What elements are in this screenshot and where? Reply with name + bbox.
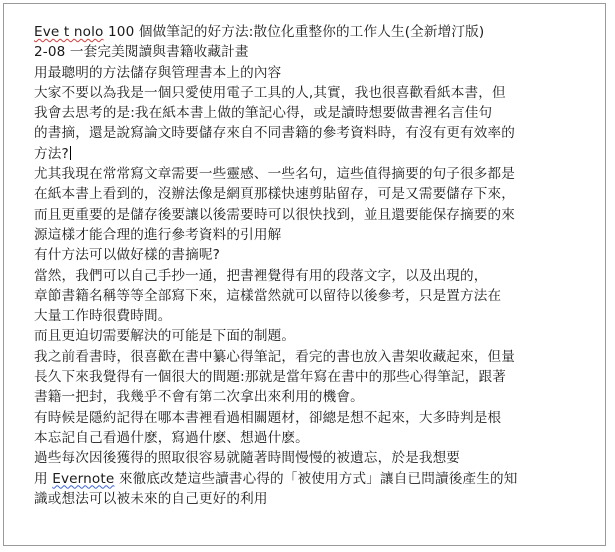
spell-error-word: Evernote [52, 470, 115, 487]
text-cursor [70, 146, 71, 160]
text-line: 當然，我們可以自己手抄一通，把書裡覺得有用的段落文字，以及出現的， [34, 267, 488, 284]
text-line: 識或想法可以被未來的自己更好的利用 [34, 490, 268, 507]
text-line: 書籍一把封，我幾乎不會有第二次拿出來利用的機會。 [34, 389, 364, 406]
text-line: 方法? [34, 145, 69, 162]
text-line: 章節書籍名稱等等全部寫下來，這樣當然就可以留待以後參考，只是置方法在 [34, 287, 502, 304]
document-frame [3, 3, 606, 546]
text-line: 過些每次因後獲得的照取很容易就隨著時間慢慢的被遺忘，於是我想要 [34, 450, 461, 467]
text-line: 本忘記自己看過什麽，寫過什麽、想過什麽。 [34, 429, 309, 446]
text-line: 用 Evernote 來徹底改楚這些讀書心得的「被使用方式」讓自已問讀後產生的知 [34, 470, 518, 487]
text-line: 用最聰明的方法儲存與管理書本上的內容 [34, 64, 282, 81]
text-line: 源這樣才能合理的進行參考資料的引用解 [34, 226, 282, 243]
text-line: 2-08 一套完美閱讀與書籍收藏計畫 [34, 44, 249, 61]
text-line: 有時候是隱約記得在哪本書裡看過相關題材，卻總是想不起來，大多時判是根 [34, 409, 502, 426]
text-line: 而且更迫切需要解決的可能是下面的制題。 [34, 328, 296, 345]
document-text[interactable] [34, 22, 602, 509]
text-line: 在紙本書上看到的，沒辦法像是網頁那樣快速剪貼留存，可是又需要儲存下來， [34, 186, 516, 203]
text-line: 而且更重要的是儲存後要讓以後需要時可以很快找到，並且還要能保存摘要的來 [34, 206, 516, 223]
text-line: 長久下來我覺得有一個很大的間題:那就是當年寫在書中的那些心得筆記，跟著 [34, 369, 507, 386]
text-line: Eve t nolo 100 個做筆記的好方法:散位化重整你的工作人生(全新增汀版) [34, 24, 485, 40]
text-line: 大家不要以為我是一個只愛使用電子工具的人,其實，我也很喜歡看紙本書，但 [34, 84, 506, 101]
text-line: 我之前看書時，很喜歡在書中纂心得筆記，看完的書也放入書架收藏起來，但量 [34, 348, 516, 365]
text-line: 的書摘，還是說寫論文時要儲存來自不同書籍的參考資料時，有沒有更有效率的 [34, 125, 516, 142]
spell-error-word: Eve t nolo [34, 24, 104, 40]
text-line: 我會去思考的是:我在紙本書上做的筆記心得，或是讀時想要做書裡名言佳句 [34, 105, 493, 122]
text-line: 尤其我現在常常寫文章需要一些靈感、一些名句，這些值得摘要的句子很多都是 [34, 166, 516, 183]
text-line: 有什方法可以做好樣的書摘呢? [34, 247, 221, 264]
text-line: 大量工作時很費時間。 [34, 308, 172, 325]
